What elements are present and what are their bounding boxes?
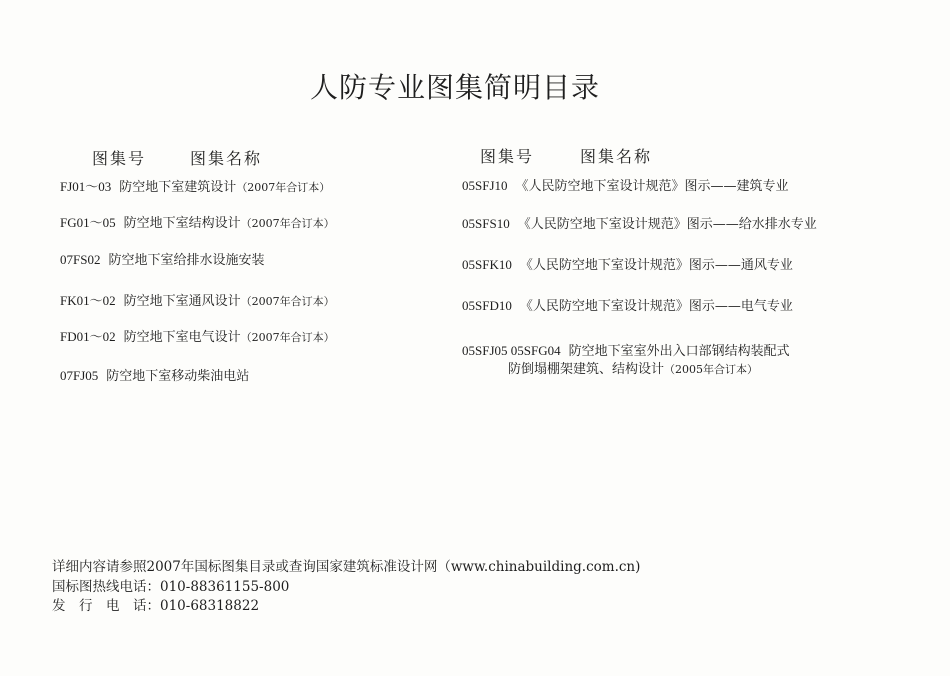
catalog-item	[60, 290, 335, 309]
catalog-item	[462, 175, 789, 194]
catalog-edition: （2007年合订本）	[240, 331, 335, 344]
catalog-item	[60, 365, 249, 384]
footer-hotline: 国标图热线电话：010-88361155-800	[52, 579, 290, 595]
catalog-code: FK01～02	[60, 293, 116, 308]
catalog-code: 05SFS10	[462, 216, 510, 231]
footer-reference: 详细内容请参照2007年国标图集目录或查询国家建筑标准设计网（www.chinabuilding.com.cn)	[52, 559, 641, 575]
catalog-item	[462, 340, 790, 359]
catalog-name: 防空地下室移动柴油电站	[106, 369, 250, 384]
catalog-code: 05SFJ05 05SFG04	[462, 343, 561, 358]
catalog-code: FJ01～03	[60, 179, 112, 194]
catalog-code: FD01～02	[60, 329, 116, 344]
catalog-item	[462, 254, 793, 273]
catalog-item	[60, 176, 330, 195]
catalog-item-continued	[508, 358, 758, 377]
catalog-edition: （2007年合订本）	[240, 217, 335, 230]
catalog-item	[60, 326, 335, 345]
catalog-code: 07FJ05	[60, 368, 99, 383]
catalog-code: 05SFD10	[462, 298, 512, 313]
catalog-edition: （2007年合订本）	[236, 181, 331, 194]
catalog-code: FG01～05	[60, 215, 116, 230]
catalog-code: 05SFK10	[462, 257, 512, 272]
catalog-code: 07FS02	[60, 252, 101, 267]
catalog-name: 《人民防空地下室设计规范》图示——给水排水专业	[517, 217, 817, 232]
footer-sales-phone: 发 行 电 话：010-68318822	[52, 598, 260, 614]
catalog-name: 防空地下室结构设计	[123, 216, 241, 231]
catalog-edition: （2005年合订本）	[664, 363, 759, 376]
right-header-name: 图集名称	[580, 147, 653, 166]
catalog-edition: （2007年合订本）	[240, 295, 335, 308]
catalog-name: 防空地下室电气设计	[123, 330, 241, 345]
left-header-code: 图集号	[92, 149, 147, 168]
catalog-name: 防空地下室给排水设施安装	[108, 253, 265, 268]
catalog-name: 防空地下室建筑设计	[119, 180, 237, 195]
catalog-name-line2: 防倒塌棚架建筑、结构设计	[508, 362, 665, 377]
catalog-name: 防空地下室室外出入口部钢结构装配式	[568, 344, 790, 359]
catalog-item	[462, 295, 793, 314]
right-header-code: 图集号	[480, 147, 535, 166]
page-title: 人防专业图集简明目录	[309, 71, 600, 104]
left-header-name: 图集名称	[190, 149, 263, 168]
catalog-name: 《人民防空地下室设计规范》图示——电气专业	[519, 299, 793, 314]
catalog-item	[60, 249, 264, 268]
catalog-name: 《人民防空地下室设计规范》图示——通风专业	[519, 258, 793, 273]
catalog-name: 《人民防空地下室设计规范》图示——建筑专业	[515, 179, 789, 194]
catalog-code: 05SFJ10	[462, 178, 508, 193]
catalog-item	[462, 213, 817, 232]
catalog-name: 防空地下室通风设计	[123, 294, 241, 309]
catalog-item	[60, 212, 335, 231]
